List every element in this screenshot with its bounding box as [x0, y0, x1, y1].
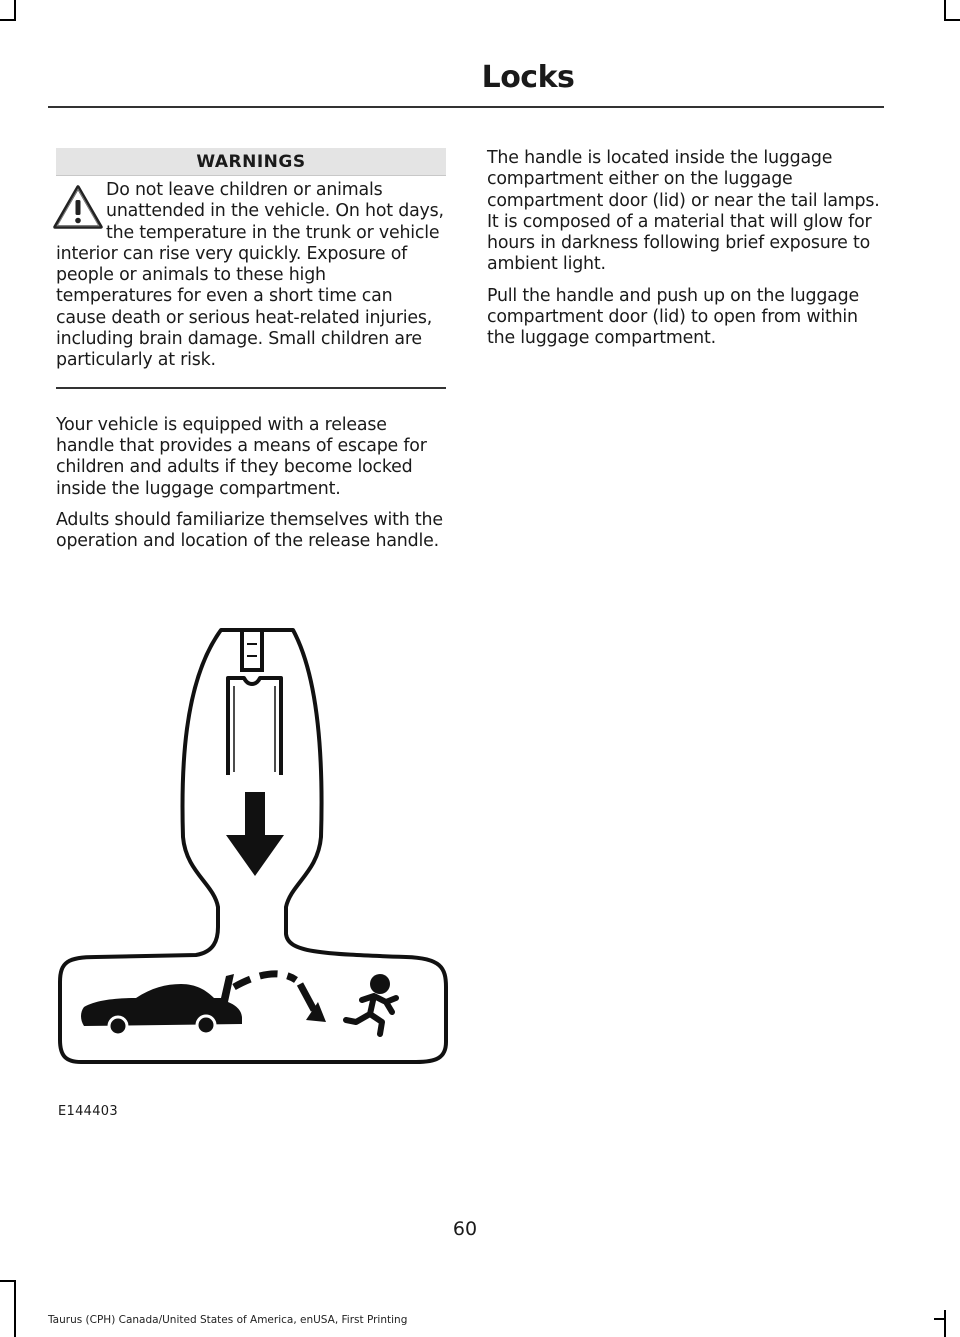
crop-mark: [0, 19, 16, 21]
crop-mark: [944, 1310, 946, 1337]
crop-mark: [0, 1280, 16, 1282]
body-paragraph: The handle is located inside the luggage compartment either on the luggage compartment door (lid) or near the tail lamps. It is composed of a material that will glow for hours in darkness following brief exposure to ambient light.: [487, 148, 880, 275]
body-paragraph: Pull the handle and push up on the luggage compartment door (lid) to open from within the luggage compartment.: [487, 285, 859, 349]
crop-mark: [14, 0, 16, 20]
page-title: Locks: [481, 60, 575, 95]
warnings-heading: WARNINGS: [56, 148, 446, 176]
release-handle-figure: [56, 622, 451, 1070]
left-column: [56, 148, 446, 552]
right-column: [487, 148, 880, 350]
warning-block: [56, 180, 446, 372]
warning-divider: [56, 387, 446, 389]
body-paragraph: Your vehicle is equipped with a release handle that provides a means of escape for children and adults if they become locked inside the luggage compartment.: [56, 414, 427, 499]
header-divider: [48, 106, 884, 108]
crop-mark: [944, 19, 960, 21]
warning-text: Do not leave children or animals unattended in the vehicle. On hot days, the temperature in the trunk or vehicle interior can rise very quickly. Exposure of people or animals to these high temperatures for even a short time can cause death or serious heat-related injuries, including brain damage. Small children are particularly at risk.: [56, 180, 444, 371]
body-paragraph: Adults should familiarize themselves with the operation and location of the release handle.: [56, 509, 443, 552]
crop-mark: [934, 1318, 946, 1320]
page-number: 60: [452, 1218, 478, 1240]
edition-footer: Taurus (CPH) Canada/United States of America, enUSA, First Printing: [48, 1314, 408, 1326]
crop-mark: [944, 0, 946, 20]
crop-mark: [14, 1280, 16, 1337]
figure-id: E144403: [58, 1104, 118, 1119]
warning-triangle-icon: [52, 184, 104, 230]
